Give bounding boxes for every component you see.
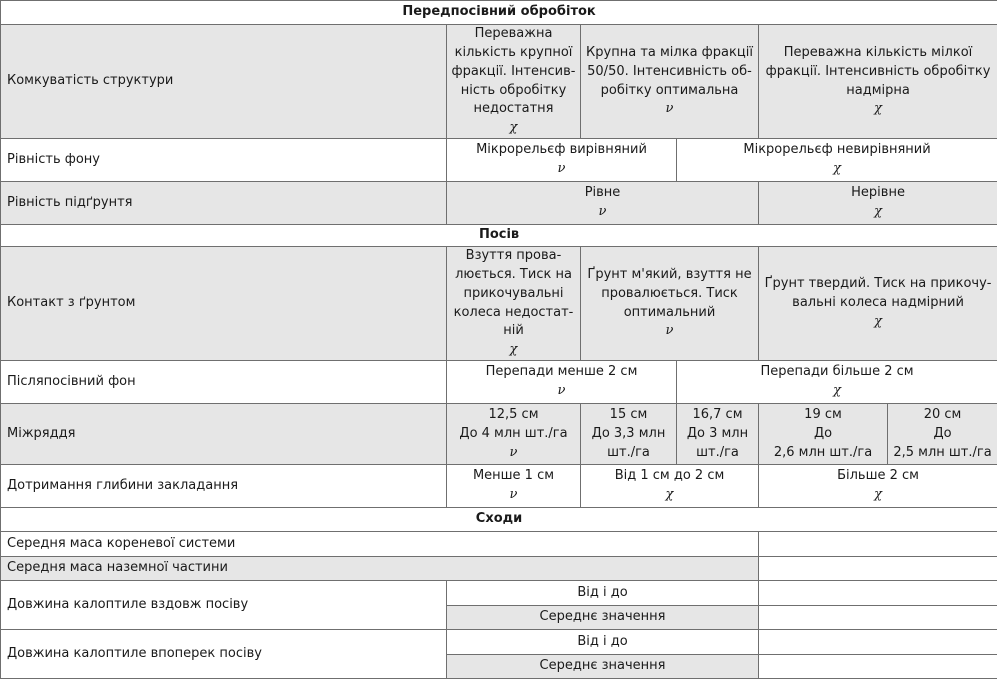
post-sowing-option-2 bbox=[677, 361, 997, 404]
coleoptile-across-mean-label: Середнє значення bbox=[447, 655, 759, 679]
row-spacing-option-2-width: 15 см bbox=[609, 406, 648, 422]
crumbling-option-2 bbox=[581, 25, 759, 139]
crumbling-option-1-mark: χ bbox=[509, 120, 518, 136]
row-spacing-option-1-width: 12,5 см bbox=[488, 406, 539, 422]
crumbling-option-3-mark: χ bbox=[874, 101, 882, 117]
row-label-row-spacing: Міжряддя bbox=[1, 404, 447, 465]
row-label-soil-contact: Контакт з ґрунтом bbox=[1, 247, 447, 361]
row-label-coleoptile-along: Довжина калоптиле вздовж посіву bbox=[1, 581, 447, 630]
row-label-aerial-mass: Середня маса наземної частини bbox=[1, 557, 759, 581]
row-spacing-option-5-density: 2,5 млн шт./га bbox=[893, 444, 992, 460]
background-evenness-option-2-mark: χ bbox=[833, 161, 841, 177]
row-label-depth: Дотримання глибини закладання bbox=[1, 465, 447, 508]
background-evenness-option-1 bbox=[447, 139, 677, 182]
crumbling-option-3 bbox=[759, 25, 997, 139]
row-spacing-option-5-prefix: До bbox=[933, 425, 952, 441]
crumbling-option-3-text: Переважна кількість мілкої фракції. Інтенсивність обробітку надмірна bbox=[765, 44, 991, 98]
row-spacing-option-3-density: До 3 млн шт./га bbox=[686, 425, 749, 460]
row-spacing-option-4-width: 19 см bbox=[804, 406, 842, 422]
crumbling-option-2-mark: ν bbox=[665, 101, 674, 117]
depth-option-3-text: Більше 2 см bbox=[837, 468, 919, 484]
row-spacing-option-2 bbox=[581, 404, 677, 465]
row-spacing-option-1 bbox=[447, 404, 581, 465]
row-spacing-option-5 bbox=[888, 404, 997, 465]
row-label-coleoptile-across: Довжина калоптиле впоперек посіву bbox=[1, 630, 447, 679]
coleoptile-across-range-label: Від і до bbox=[447, 630, 759, 655]
background-evenness-option-2-text: Мікрорельєф невирівняний bbox=[743, 142, 931, 158]
coleoptile-across-range-value bbox=[759, 630, 997, 655]
coleoptile-along-range-value bbox=[759, 581, 997, 606]
depth-option-3-mark: χ bbox=[874, 487, 882, 503]
crumbling-option-2-text: Крупна та мілка фракції 50/50. Інтенсивність обробітку оптимальна bbox=[586, 44, 753, 98]
crumbling-option-1-text: Переважна кількість крупної фракції. Інтенсивність обробітку недостатня bbox=[451, 26, 576, 117]
soil-contact-option-1-mark: χ bbox=[509, 342, 518, 358]
row-label-crumbling: Комкуватість структури bbox=[1, 25, 447, 139]
soil-contact-option-3-mark: χ bbox=[874, 314, 882, 330]
row-label-background-evenness: Рівність фону bbox=[1, 139, 447, 182]
row-spacing-option-1-density: До 4 млн шт./га bbox=[459, 425, 568, 441]
row-label-post-sowing: Післяпосівний фон bbox=[1, 361, 447, 404]
subsoil-evenness-option-2-mark: χ bbox=[874, 204, 882, 220]
row-spacing-option-3 bbox=[677, 404, 759, 465]
row-spacing-option-1-mark: ν bbox=[509, 444, 518, 460]
depth-option-2-text: Від 1 см до 2 см bbox=[614, 468, 725, 484]
soil-contact-option-2-mark: ν bbox=[665, 323, 674, 339]
subsoil-evenness-option-1-text: Рівне bbox=[584, 185, 621, 201]
crumbling-option-1 bbox=[447, 25, 581, 139]
depth-option-2-mark: χ bbox=[665, 487, 674, 503]
coleoptile-along-mean-label: Середнє значення bbox=[447, 606, 759, 630]
row-spacing-option-3-width: 16,7 см bbox=[692, 406, 743, 422]
depth-option-3 bbox=[759, 465, 997, 508]
section-header-sowing: Посів bbox=[1, 225, 997, 247]
row-spacing-option-4-prefix: До bbox=[813, 425, 833, 441]
row-label-subsoil-evenness: Рівність підґрунтя bbox=[1, 182, 447, 225]
aerial-mass-value bbox=[759, 557, 997, 581]
row-label-root-mass: Середня маса кореневої системи bbox=[1, 532, 759, 557]
background-evenness-option-2 bbox=[677, 139, 997, 182]
subsoil-evenness-option-2-text: Нерівне bbox=[851, 185, 905, 201]
coleoptile-along-mean-value bbox=[759, 606, 997, 630]
post-sowing-option-1-mark: ν bbox=[557, 383, 566, 399]
section-header-emergence: Сходи bbox=[1, 508, 997, 532]
row-spacing-option-5-width: 20 см bbox=[923, 406, 962, 422]
post-sowing-option-1 bbox=[447, 361, 677, 404]
depth-option-1 bbox=[447, 465, 581, 508]
row-spacing-option-4-density: 2,6 млн шт./га bbox=[773, 444, 873, 460]
soil-contact-option-3 bbox=[759, 247, 997, 361]
root-mass-value bbox=[759, 532, 997, 557]
soil-contact-option-3-text: Ґрунт твердий. Тиск на прикочувальні колеса надмірний bbox=[764, 276, 992, 311]
coleoptile-across-mean-value bbox=[759, 655, 997, 679]
row-spacing-option-4 bbox=[759, 404, 888, 465]
depth-option-1-text: Менше 1 см bbox=[472, 468, 555, 484]
background-evenness-option-1-mark: ν bbox=[557, 161, 566, 177]
soil-contact-option-2-text: Ґрунт м'який, взуття не провалюється. Тиск оптимальний bbox=[587, 266, 752, 320]
subsoil-evenness-option-1 bbox=[447, 182, 759, 225]
post-sowing-option-1-text: Перепади менше 2 см bbox=[485, 364, 638, 380]
post-sowing-option-2-text: Перепади більше 2 см bbox=[760, 364, 914, 380]
subsoil-evenness-option-2 bbox=[759, 182, 997, 225]
soil-contact-option-2 bbox=[581, 247, 759, 361]
subsoil-evenness-option-1-mark: ν bbox=[598, 204, 607, 220]
soil-contact-option-1-text: Взуття провалюється. Тиск на прикочувальні колеса недостатній bbox=[453, 248, 574, 339]
depth-option-1-mark: ν bbox=[509, 487, 518, 503]
row-spacing-option-2-density: До 3,3 млн шт./га bbox=[591, 425, 666, 460]
depth-option-2 bbox=[581, 465, 759, 508]
soil-contact-option-1 bbox=[447, 247, 581, 361]
coleoptile-along-range-label: Від і до bbox=[447, 581, 759, 606]
background-evenness-option-1-text: Мікрорельєф вирівняний bbox=[476, 142, 647, 158]
post-sowing-option-2-mark: χ bbox=[833, 383, 841, 399]
section-header-pre-sowing: Передпосівний обробіток bbox=[1, 1, 997, 25]
